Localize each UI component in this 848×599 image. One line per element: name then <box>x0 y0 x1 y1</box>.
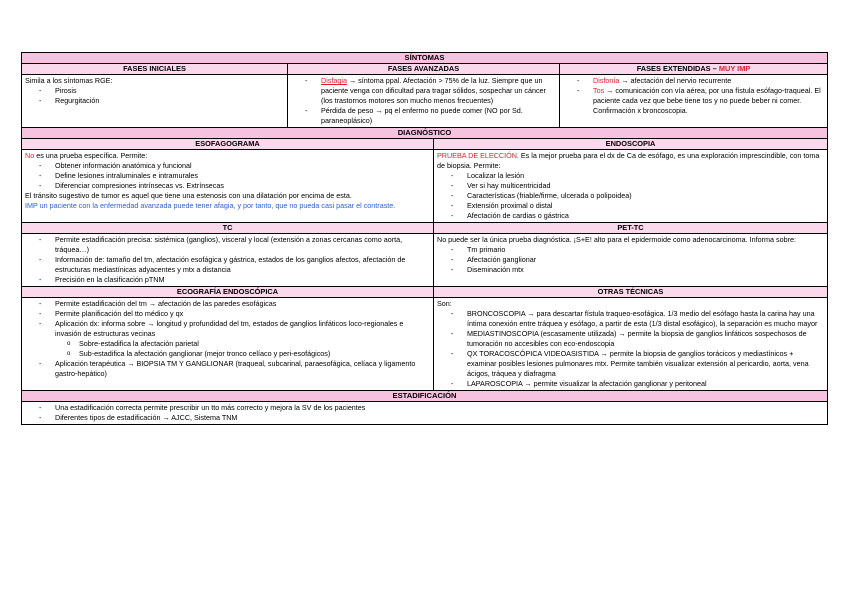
list-item: - Diferentes tipos de estadificación → AJCC, Sistema TNM <box>25 413 824 423</box>
summary-table <box>21 52 828 425</box>
list-item: - Extensión proximal o distal <box>437 201 824 211</box>
pettc-cell: No puede ser la única prueba diagnóstica. ¡S+E! alto para el epidermoide como adenocarcinoma. Informa sobre: - Tm primario - Afectación ganglionar - Diseminación mtx <box>434 234 828 287</box>
endoscopia-cell: PRUEBA DE ELECCIÓN. Es la mejor prueba para el dx de Ca de esófago, es una exploración imprescindible, con toma de biopsia. Permite: - Localizar la lesión - Ver si hay multicentricidad - Características (friable/firme, ulcerada o polipoidea) - Extensión proximal o distal - Afectación de cardias o gástrica <box>434 150 828 223</box>
list-item: - Permite estadificación del tm → afectación de las paredes esofágicas <box>25 299 430 309</box>
list-item: - BRONCOSCOPIA → para descartar fístula traqueo-esofágica. 1/3 medio del esófago hasta la carina hay una íntima conexión entre tráquea y esófago, a partir de esta (1/3 distal esofágico), la separación es mucho mayor <box>437 309 824 329</box>
fases-iniciales-cell: Simila a los síntomas RGE: - Pirosis - Regurgitación <box>22 75 288 128</box>
list-item: - Define lesiones intraluminales e intramurales <box>25 171 430 181</box>
estadificacion-cell <box>22 402 828 425</box>
sub-list-item: o Sobre-estadifica la afectación parietal <box>25 339 430 349</box>
list-item: - Ver si hay multicentricidad <box>437 181 824 191</box>
eco-cell <box>22 298 434 391</box>
list-item: - Características (friable/firme, ulcerada o polipoidea) <box>437 191 824 201</box>
list-item: - LAPAROSCOPIA → permite visualizar la afectación ganglionar y peritoneal <box>437 379 824 389</box>
fases-extendidas-cell <box>560 75 828 128</box>
diagnostico-title: DIAGNÓSTICO <box>22 128 828 139</box>
list-item: - Obtener información anatómica y funcional <box>25 161 430 171</box>
list-item: - Pérdida de peso → pq el enfermo no puede comer (NO por Sd. paraneoplásico) <box>291 106 556 126</box>
list-item: - Aplicación dx: informa sobre → longitud y profundidad del tm, estados de ganglios linfáticos loco-regionales e invasión de estructuras vecinas <box>25 319 430 339</box>
list-item: - Permite estadificación precisa: sistémica (ganglios), visceral y local (extensión a zonas cercanas como aorta, tráquea…) <box>25 235 430 255</box>
sintomas-title: SÍNTOMAS <box>22 53 828 64</box>
estadificacion-title: ESTADIFICACIÓN <box>22 391 828 402</box>
esofagograma-cell: No es una prueba específica. Permite: - Obtener información anatómica y funcional - Define lesiones intraluminales e intramurales - Diferenciar compresiones intrínsecas vs. Extrínsecas El tránsito sugestivo de tumor es aquel que tiene una estenosis con una dilatación por encima de esta. IMP un paciente con la enfermedad avanzada puede tener afagia, y por tanto, que no pueda casi pasar el contraste. <box>22 150 434 223</box>
fases-avanzadas-cell <box>288 75 560 128</box>
list-item: - Tos → comunicación con vía aérea, por una fístula esófago-traqueal. El paciente cada vez que bebe tiene tos y no puede beber ni comer. Confirmación x broncoscopia. <box>563 86 824 116</box>
tc-cell <box>22 234 434 287</box>
document-page <box>21 52 827 425</box>
list-item: - Aplicación terapéutica → BIOPSIA TM Y GANGLIONAR (traqueal, subcarinal, paraesofágica, celíaca y ligamento gastro-hepático) <box>25 359 430 379</box>
list-item: - Precisión en la clasificación pTNM <box>25 275 430 285</box>
otras-cell: Son: - BRONCOSCOPIA → para descartar fístula traqueo-esofágica. 1/3 medio del esófago hasta la carina hay una íntima conexión entre tráquea y esófago, a partir de esta (1/3 distal esofágico), la separación es mucho mayor - MEDIASTINOSCOPIA (escasamente utilizada) → permite la biopsia de ganglios linfáticos sospechosos de tumoración no accesibles con eco-endoscopia - QX TORACOSCÓPICA VIDEOASISTIDA → permite la biopsia de ganglios torácicos y mediastínicos + examinar posibles lesiones pulmonares mtx. Permite también visualizar extensión al pericardio, aorta, vena ácigos, tráquea y diafragma - LAPAROSCOPIA → permite visualizar la afectación ganglionar y peritoneal <box>434 298 828 391</box>
list-item: - Permite planificación del tto médico y qx <box>25 309 430 319</box>
list-item: - Pirosis <box>25 86 284 96</box>
list-item: - Diseminación mtx <box>437 265 824 275</box>
list-item: - Diferenciar compresiones intrínsecas vs. Extrínsecas <box>25 181 430 191</box>
list-item: - Regurgitación <box>25 96 284 106</box>
list-item: - MEDIASTINOSCOPIA (escasamente utilizada) → permite la biopsia de ganglios linfáticos sospechosos de tumoración no accesibles con eco-endoscopia <box>437 329 824 349</box>
pettc-header: PET-TC <box>434 223 828 234</box>
list-item: - Una estadificación correcta permite prescribir un tto más correcto y mejora la SV de los pacientes <box>25 403 824 413</box>
list-item: - Información de: tamaño del tm, afectación esofágica y gástrica, estados de los ganglios afectos, afectación de estructuras mediastínicas adyacentes y mtx a distancia <box>25 255 430 275</box>
fases-extendidas-header: FASES EXTENDIDAS – MUY IMP <box>560 64 828 75</box>
tc-header: TC <box>22 223 434 234</box>
endoscopia-header: ENDOSCOPIA <box>434 139 828 150</box>
list-item: - Afectación ganglionar <box>437 255 824 265</box>
list-item: - Tm primario <box>437 245 824 255</box>
sub-list-item: o Sub-estadifica la afectación ganglionar (mejor tronco celíaco y peri-esofágicos) <box>25 349 430 359</box>
fases-iniciales-header: FASES INICIALES <box>22 64 288 75</box>
fases-avanzadas-header: FASES AVANZADAS <box>288 64 560 75</box>
list-item: - Afectación de cardias o gástrica <box>437 211 824 221</box>
eco-header: ECOGRAFÍA ENDOSCÓPICA <box>22 287 434 298</box>
otras-header: OTRAS TÉCNICAS <box>434 287 828 298</box>
list-item: - Disfonía → afectación del nervio recurrente <box>563 76 824 86</box>
esofagograma-header: ESOFAGOGRAMA <box>22 139 434 150</box>
list-item: - Localizar la lesión <box>437 171 824 181</box>
list-item: - Disfagia → síntoma ppal. Afectación > 75% de la luz. Siempre que un paciente venga con dificultad para tragar sólidos, sospechar un cáncer (los trastornos motores son mucho menos frecuentes) <box>291 76 556 106</box>
list-item: - QX TORACOSCÓPICA VIDEOASISTIDA → permite la biopsia de ganglios torácicos y mediastínicos + examinar posibles lesiones pulmonares mtx. Permite también visualizar extensión al pericardio, aorta, vena ácigos, tráquea y diafragma <box>437 349 824 379</box>
